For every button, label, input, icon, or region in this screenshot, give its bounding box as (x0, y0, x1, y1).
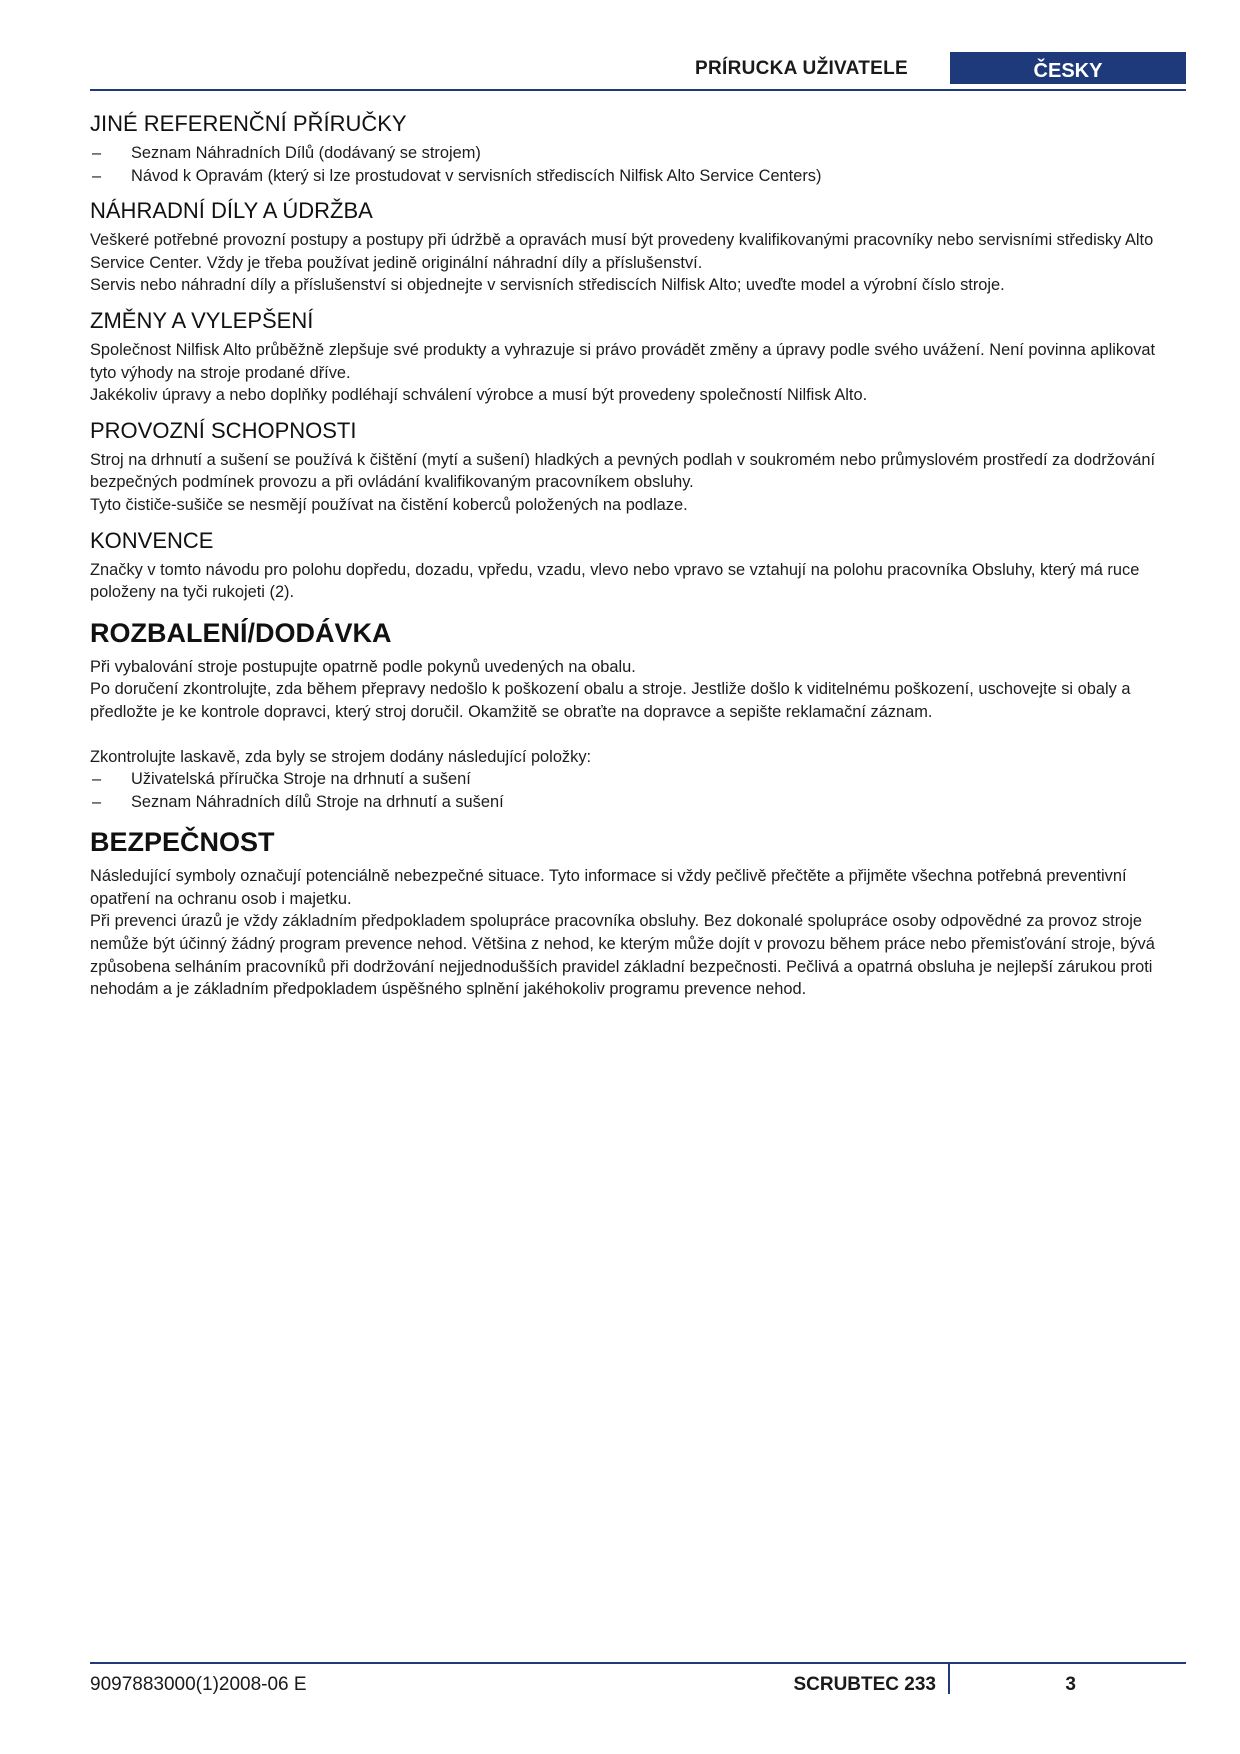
paragraph: Servis nebo náhradní díly a příslušenství si objednejte v servisních střediscích Nilfisk Alto; uveďte model a výrobní číslo stroje. (90, 276, 1005, 295)
references-list (90, 142, 1182, 187)
paragraph: Stroj na drhnutí a sušení se používá k čištění (mytí a sušení) hladkých a pevných podlah v soukromém nebo průmyslovém prostředí za dodržování bezpečných podmínek provozu a při ovládání kvalifikovaným pracovníkem obsluhy. (90, 450, 1156, 492)
dash-bullet: – (92, 144, 102, 162)
section-heading: KONVENCE (90, 527, 214, 553)
paragraph: Při prevenci úrazů je vždy základním předpokladem spolupráce pracovníka obsluhy. Bez dokonalé spolupráce osoby odpovědné za provoz stroje nemůže být účinný žádný program prevence nehod. Většina z nehod, ke kterým může dojít v provozu během práce nebo přemisťování stroje, bývá způsobena selháním pracovníků při dodržování nejjednodušších pravidel základní bezpečnosti. Pečlivá a opatrná obsluha je nejlepší zárukou proti nehodám a je základním předpokladem úspěšného splnění jakéhokoliv programu prevence nehod. (90, 912, 1155, 999)
paragraph: Značky v tomto návodu pro polohu dopředu, dozadu, vpředu, vzadu, vlevo nebo vpravo se vztahují na polohu pracovníka Obsluhy, který má ruce položeny na tyči rukojeti (2). (90, 560, 1140, 602)
section-heading: PROVOZNÍ SCHOPNOSTI (90, 417, 357, 443)
delivered-items-list (90, 768, 1182, 813)
footer-separator (948, 1664, 950, 1694)
list-item-text: Seznam Náhradních dílů Stroje na drhnutí a sušení (131, 792, 504, 811)
dash-bullet: – (92, 770, 102, 789)
list-item-text: Seznam Náhradních Dílů (dodávaný se strojem) (131, 144, 481, 162)
section-safety (90, 825, 1182, 1001)
header-rule (90, 89, 1186, 91)
paragraph: Tyto čističe-sušiče se nesmějí používat na čistění koberců položených na podlaze. (90, 495, 688, 514)
list-item-text: Uživatelská příručka Stroje na drhnutí a sušení (131, 770, 471, 789)
paragraph: Společnost Nilfisk Alto průběžně zlepšuje své produkty a vyhrazuje si právo provádět změny a úpravy podle svého uvážení. Není povinna aplikovat tyto výhody na stroje prodané dříve. (90, 340, 1156, 382)
list-item (90, 165, 1182, 188)
paragraph: Při vybalování stroje postupujte opatrně podle pokynů uvedených na obalu. (90, 657, 636, 676)
section-heading: JINÉ REFERENČNÍ PŘÍRUČKY (90, 111, 407, 136)
page-content (90, 110, 1182, 1011)
section-references (90, 110, 1182, 187)
page-header (90, 52, 1186, 92)
section-heading: ZMĚNY A VYLEPŠENÍ (90, 307, 314, 333)
section-heading: BEZPEČNOST (90, 827, 275, 858)
list-item (90, 142, 1182, 165)
section-heading: ROZBALENÍ/DODÁVKA (90, 617, 392, 648)
section-changes (90, 307, 1182, 407)
dash-bullet: – (92, 166, 102, 185)
footer-rule (90, 1662, 1186, 1664)
list-item (90, 768, 1182, 791)
manual-title: PRÍRUCKA UŽIVATELE (695, 58, 908, 79)
paragraph: Jakékoliv úpravy a nebo doplňky podléhají schválení výrobce a musí být provedeny společností Nilfisk Alto. (90, 386, 868, 405)
list-item (90, 791, 1182, 814)
list-item-text: Návod k Opravám (který si lze prostudovat v servisních střediscích Nilfisk Alto Service Centers) (131, 166, 822, 185)
section-conventions (90, 527, 1182, 604)
model-name: SCRUBTEC 233 (793, 1674, 936, 1695)
language-label: ČESKY (950, 52, 1186, 84)
page-footer (90, 1662, 1186, 1702)
paragraph: Veškeré potřebné provozní postupy a postupy při údržbě a opravách musí být provedeny kvalifikovanými pracovníky nebo servisními středisky Alto Service Center. Vždy je třeba používat jedině originální náhradní díly a příslušenství. (90, 231, 1154, 272)
section-capabilities (90, 417, 1182, 517)
paragraph: Zkontrolujte laskavě, zda byly se strojem dodány následující položky: (90, 747, 592, 766)
document-code: 9097883000(1)2008-06 E (90, 1674, 307, 1695)
dash-bullet: – (92, 792, 102, 811)
paragraph: Následující symboly označují potenciálně nebezpečné situace. Tyto informace si vždy pečlivě přečtěte a přijměte všechna potřebná preventivní opatření na ochranu osob i majetku. (90, 867, 1127, 908)
paragraph: Po doručení zkontrolujte, zda během přepravy nedošlo k poškození obalu a stroje. Jestliže došlo k viditelnému poškození, uschovejte si obaly a předložte je ke kontrole dopravci, který stroj doručil. Okamžitě se obraťte na dopravce a sepište reklamační záznam. (90, 680, 1131, 721)
section-spare-parts (90, 197, 1182, 297)
spacer (90, 724, 1182, 746)
page-number: 3 (1065, 1674, 1076, 1695)
section-unpacking (90, 616, 1182, 814)
section-heading: NÁHRADNÍ DÍLY A ÚDRŽBA (90, 198, 373, 224)
